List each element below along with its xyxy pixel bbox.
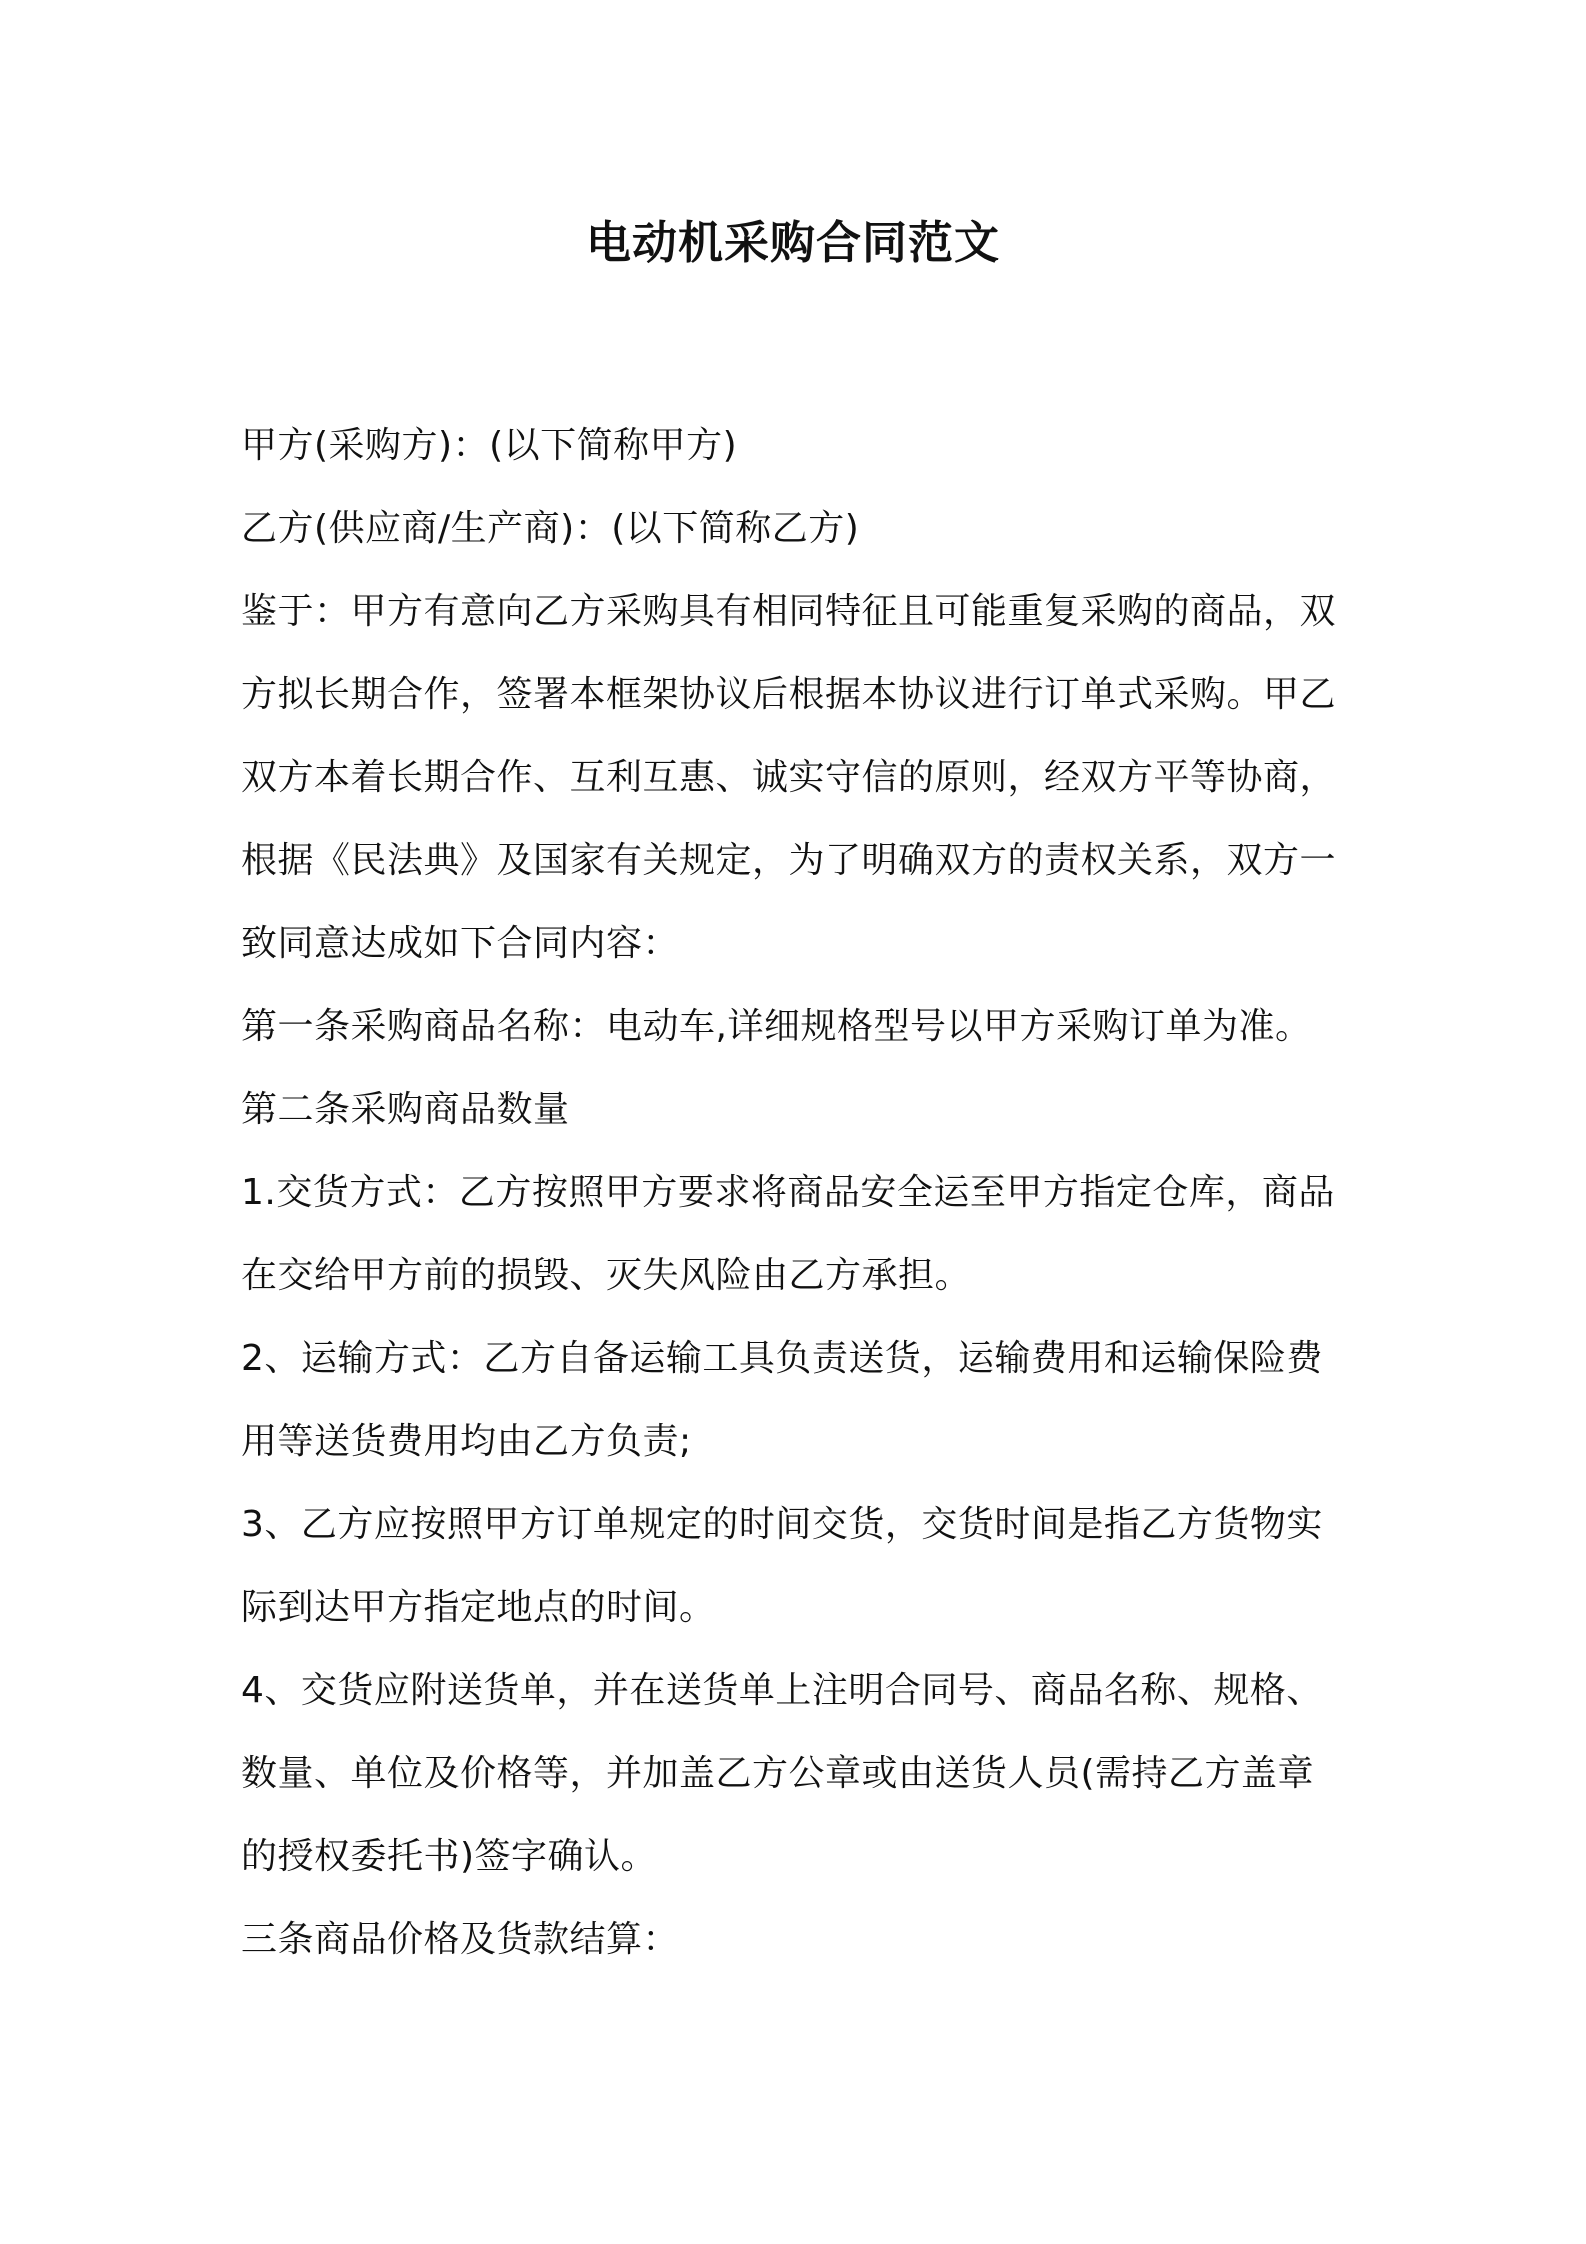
- clause-3-line-2: 际到达甲方指定地点的时间。: [241, 1587, 716, 1628]
- clause-2-line-2: 用等送货费用均由乙方负责;: [241, 1421, 692, 1462]
- clause-4-line-2: 数量、单位及价格等，并加盖乙方公章或由送货人员(需持乙方盖章: [241, 1753, 1315, 1794]
- clause-2-line-1: 2、运输方式：乙方自备运输工具负责送货，运输费用和运输保险费: [241, 1338, 1323, 1379]
- party-b-line: 乙方(供应商/生产商)：(以下简称乙方): [241, 508, 860, 549]
- party-a-line: 甲方(采购方)：(以下简称甲方): [241, 425, 738, 466]
- clause-1-line-1: 1.交货方式：乙方按照甲方要求将商品安全运至甲方指定仓库，商品: [241, 1172, 1335, 1213]
- document-body: [241, 404, 1361, 1981]
- document-title: 电动机采购合同范文: [585, 216, 1000, 269]
- preamble-line-2: 方拟长期合作，签署本框架协议后根据本协议进行订单式采购。甲乙: [241, 674, 1337, 715]
- preamble-line-1: 鉴于：甲方有意向乙方采购具有相同特征且可能重复采购的商品，双: [241, 591, 1337, 632]
- clause-4-line-1: 4、交货应附送货单，并在送货单上注明合同号、商品名称、规格、: [241, 1670, 1323, 1711]
- preamble-line-4: 根据《民法典》及国家有关规定，为了明确双方的责权关系，双方一: [241, 840, 1337, 881]
- clause-3-line-1: 3、乙方应按照甲方订单规定的时间交货，交货时间是指乙方货物实: [241, 1504, 1323, 1545]
- article-3-heading: 三条商品价格及货款结算：: [241, 1919, 680, 1960]
- preamble-line-3: 双方本着长期合作、互利互惠、诚实守信的原则，经双方平等协商，: [241, 757, 1337, 798]
- clause-1-line-2: 在交给甲方前的损毁、灭失风险由乙方承担。: [241, 1255, 972, 1296]
- preamble-line-5: 致同意达成如下合同内容：: [241, 923, 680, 964]
- article-1: 第一条采购商品名称：电动车,详细规格型号以甲方采购订单为准。: [241, 1006, 1312, 1047]
- clause-4-line-3: 的授权委托书)签字确认。: [241, 1836, 658, 1877]
- article-2-heading: 第二条采购商品数量: [241, 1089, 570, 1130]
